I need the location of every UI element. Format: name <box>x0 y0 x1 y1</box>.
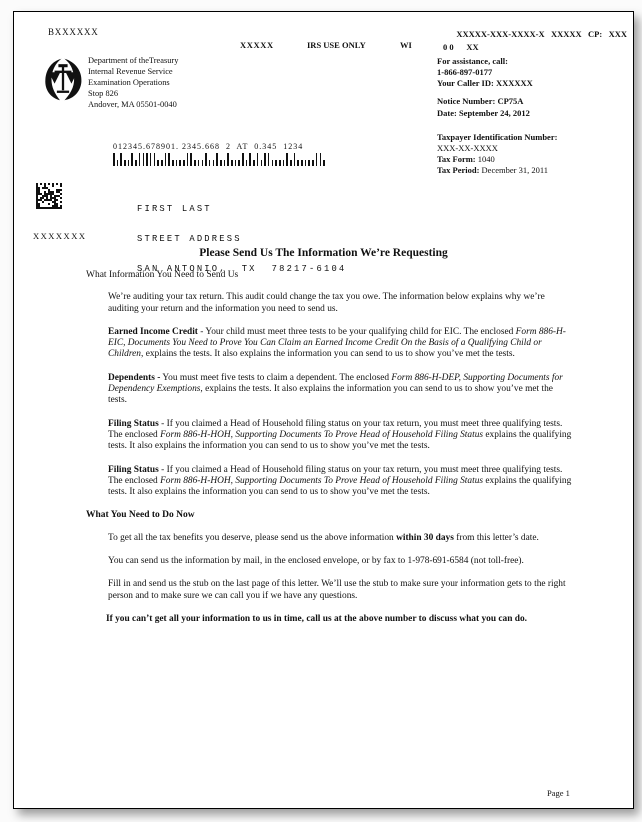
postal-barcode-icon <box>113 152 327 166</box>
sender-line: Andover, MA 05501-0040 <box>88 100 177 109</box>
caller-id: Your Caller ID: XXXXXX <box>437 78 533 88</box>
sender-line: Department of theTreasury <box>88 56 179 65</box>
tin-label: Taxpayer Identification Number: <box>437 132 558 142</box>
paragraph: Dependents - You must meet five tests to claim a dependent. The enclosed Form 886-H-DEP, Supporting Documents for Dependency Exemptions, explains the tests. It also explains the information you can send to us to show you’ve met the tests. <box>108 372 563 406</box>
notice-number: CP75A <box>497 96 524 106</box>
paragraph: Fill in and send us the stub on the last page of this letter. We’ll use the stub to make sure your information gets to the right person and to make sure we can call you if we have any questions. <box>108 579 566 601</box>
assistance-label: For assistance, call: <box>437 56 508 66</box>
section-heading: What You Need to Do Now <box>86 510 195 521</box>
tax-period-value: December 31, 2011 <box>481 165 549 175</box>
letter-page <box>13 11 634 809</box>
notice-id-line: XXXXX-XXX-XXXX-X XXXXX CP: XXX <box>456 29 627 39</box>
tax-form-line: Tax Form: 1040 <box>437 154 495 164</box>
notice-block <box>437 96 530 119</box>
tax-form-value: 1040 <box>477 154 495 164</box>
tin-value: XXX-XX-XXXX <box>437 143 498 153</box>
sender-line: Examination Operations <box>88 78 170 87</box>
paragraph: Filing Status - If you claimed a Head of Household filing status on your tax return, you must meet three qualifying tests. The enclosed Form 886-H-HOH, Supporting Documents To Prove Head of Household Filing Status explains the qualifying tests. It also explains the information you can send to us to show you’ve met the tests. <box>108 464 572 498</box>
notice-id-subline: 0 0 XX <box>443 42 479 52</box>
left-margin-code: XXXXXXX <box>33 231 87 241</box>
letter-body <box>86 270 572 637</box>
routing-code: BXXXXXX <box>48 27 99 37</box>
irs-eagle-logo-icon <box>40 56 86 103</box>
letter-title: Please Send Us The Information We’re Requesting <box>199 247 448 259</box>
page-number: Page 1 <box>547 788 570 798</box>
assistance-phone: 1-866-897-0177 <box>437 67 493 77</box>
notice-date: September 24, 2012 <box>458 107 530 118</box>
assistance-block <box>437 56 533 89</box>
region-code: WI <box>400 40 412 50</box>
paragraph: We’re auditing your tax return. This audit could change the tax you owe. The information below explains why we’re auditing your return and the information you need to send us. <box>108 292 545 314</box>
sender-address <box>88 55 178 110</box>
section-heading: What Information You Need to Send Us <box>86 270 239 280</box>
recipient-line: STREET ADDRESS <box>137 234 242 244</box>
notice-date-line: Date: September 24, 2012 <box>437 107 530 118</box>
paragraph: To get all the tax benefits you deserve, please send us the above information within 30 days from this letter’s date. <box>108 532 539 543</box>
paragraph: If you can’t get all your information to us in time, call us at the above number to discuss what you can do. <box>106 613 528 624</box>
irs-use-only-label: IRS USE ONLY <box>307 40 366 50</box>
paragraph: Filing Status - If you claimed a Head of Household filing status on your tax return, you must meet three qualifying tests. The enclosed Form 886-H-HOH, Supporting Documents To Prove Head of Household Filing Status explains the qualifying tests. It also explains the information you can send to us to show you’ve met the tests. <box>108 418 572 452</box>
recipient-line: FIRST LAST <box>137 204 212 214</box>
datamatrix-icon <box>36 183 62 209</box>
sender-line: Internal Revenue Service <box>88 67 173 76</box>
notice-number-line: Notice Number: CP75A <box>437 96 524 106</box>
sender-line: Stop 826 <box>88 89 119 98</box>
recipient-line: SAN ANTONIO, TX 78217-6104 <box>137 264 347 274</box>
paragraph: Earned Income Credit - Your child must meet three tests to be your qualifying child for EIC. The enclosed Form 886-H-EIC, Documents You Need to Prove You Can Claim an Earned Income Credit On the Basis of a Qualifying Child or Children, explains the tests. It also explains the information you can send to us to show you’ve met the tests. <box>108 326 566 360</box>
tax-period-line: Tax Period: December 31, 2011 <box>437 165 549 175</box>
paragraph: You can send us the information by mail, in the enclosed envelope, or by fax to 1-978-691-6584 (not toll-free). <box>108 556 524 567</box>
scanline-numbers: 012345.678901. 2345.668 2 AT 0.345 1234 <box>113 142 304 151</box>
taxpayer-block <box>437 132 557 176</box>
center-code: XXXXX <box>240 40 274 50</box>
